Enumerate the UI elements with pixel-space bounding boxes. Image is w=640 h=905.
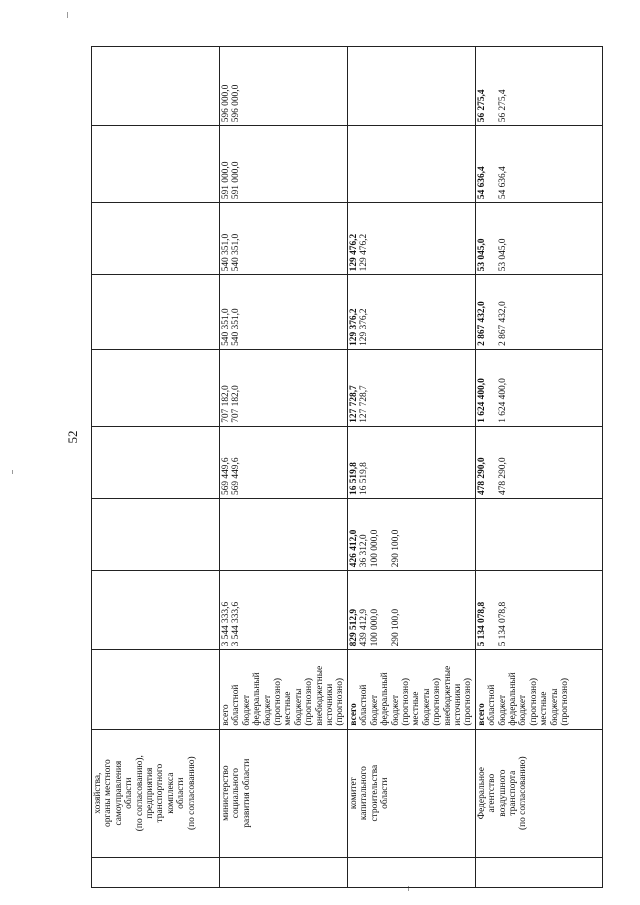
- value-line: [242, 502, 252, 567]
- value-line: [508, 353, 518, 423]
- value-line: [380, 574, 390, 646]
- value-cell: [220, 47, 348, 126]
- value-line: [370, 430, 380, 495]
- value-line: [252, 574, 262, 646]
- value-line: 56 275,4: [497, 89, 508, 123]
- value-line: 707 182,0: [231, 385, 242, 423]
- value-line: [508, 129, 518, 199]
- value-cell: [92, 47, 220, 126]
- value-line: [370, 50, 380, 122]
- value-line: 100 000,0: [369, 608, 380, 647]
- value-line: [263, 574, 273, 646]
- value-line: 439 412,9: [359, 608, 370, 647]
- value-line: [487, 129, 497, 199]
- value-line: 596 000,0: [231, 84, 242, 123]
- value-line: [252, 50, 262, 122]
- value-cell: [347, 203, 475, 275]
- value-line: [391, 430, 401, 495]
- funding-source-label: всего: [348, 703, 359, 726]
- value-cell: [475, 203, 602, 275]
- funding-source-label: федеральный бюджет (прогнозно): [252, 672, 284, 726]
- value-cell: [347, 349, 475, 426]
- value-cell: [92, 426, 220, 498]
- value-line: [380, 430, 390, 495]
- value-line: 129 476,2: [359, 233, 370, 272]
- value-line: 596 000,0: [221, 84, 231, 123]
- value-line: [252, 502, 262, 567]
- value-line: 290 100,0: [390, 608, 401, 647]
- value-line: [242, 50, 252, 122]
- value-line: [391, 278, 401, 346]
- funding-source-label: областной бюджет: [359, 684, 380, 726]
- value-line: [252, 129, 262, 199]
- value-line: 1 624 400,0: [497, 378, 508, 423]
- value-line: [487, 353, 497, 423]
- value-cell: [220, 571, 348, 650]
- value-line: 569 449,6: [221, 457, 231, 495]
- value-line: 129 376,2: [348, 308, 359, 346]
- value-line: [263, 353, 273, 423]
- table-row: [475, 47, 602, 888]
- value-line: 426 412,0: [348, 529, 359, 568]
- value-cell: [475, 47, 602, 126]
- funding-source-label: внебюджетные источники (прогнозно): [442, 665, 474, 726]
- value-line: 53 045,0: [497, 238, 508, 272]
- value-cell: [347, 498, 475, 570]
- value-cell: [475, 275, 602, 350]
- value-line: [263, 50, 273, 122]
- scan-mark-top: [67, 12, 68, 18]
- value-cell: [220, 498, 348, 570]
- value-line: [508, 502, 518, 567]
- value-line: 2 867 432,0: [476, 301, 487, 346]
- funding-source-label: местные бюджеты (прогнозно): [411, 678, 443, 726]
- value-line: 591 000,0: [221, 161, 231, 200]
- funding-source-cell: [475, 650, 602, 729]
- value-cell: [92, 203, 220, 275]
- value-line: [263, 502, 273, 567]
- value-line: [380, 50, 390, 122]
- funding-source-cell: [220, 650, 348, 729]
- value-line: 127 728,7: [359, 385, 370, 423]
- value-line: [380, 206, 390, 271]
- value-line: [221, 502, 231, 567]
- value-line: 129 476,2: [348, 233, 359, 272]
- value-line: [242, 574, 252, 646]
- scan-mark-left: [12, 470, 13, 474]
- value-line: [487, 430, 497, 495]
- value-cell: [475, 426, 602, 498]
- value-cell: [347, 126, 475, 203]
- value-line: [380, 278, 390, 346]
- value-line: 16 519,8: [359, 462, 370, 495]
- value-line: [252, 206, 262, 271]
- value-line: [242, 206, 252, 271]
- organization-cell: хозяйства, органы местного самоуправления области (по согласованию), предприятия транспортного комплекса области (по согласованию): [92, 729, 220, 857]
- value-line: 707 182,0: [221, 385, 231, 423]
- value-cell: [475, 571, 602, 650]
- value-line: [370, 206, 380, 271]
- funding-source-label: областной бюджет: [231, 684, 252, 726]
- value-line: [252, 353, 262, 423]
- value-line: [252, 430, 262, 495]
- value-line: [370, 129, 380, 199]
- row-number-cell: [475, 857, 602, 887]
- value-line: [370, 278, 380, 346]
- funding-source-label: местные бюджеты (прогнозно): [283, 678, 315, 726]
- value-line: 540 351,0: [231, 233, 242, 272]
- value-cell: [347, 47, 475, 126]
- value-line: 56 275,4: [476, 89, 487, 123]
- funding-source-label: местные бюджеты (прогнозно): [539, 678, 570, 726]
- value-line: [370, 353, 380, 423]
- value-line: 129 376,2: [359, 308, 370, 346]
- value-line: 1 624 400,0: [476, 378, 487, 423]
- row-number-cell: [92, 857, 220, 887]
- table-row: [347, 47, 475, 888]
- value-line: 127 728,7: [348, 385, 359, 423]
- value-line: [359, 129, 369, 199]
- page-number: 52: [65, 430, 80, 444]
- value-cell: [347, 571, 475, 650]
- value-cell: [347, 275, 475, 350]
- value-line: 569 449,6: [231, 457, 242, 495]
- value-line: 290 100,0: [390, 529, 401, 568]
- value-line: 54 636,4: [497, 166, 508, 200]
- table-row: [220, 47, 348, 888]
- value-cell: [220, 426, 348, 498]
- value-line: [242, 129, 252, 199]
- value-line: 540 351,0: [231, 308, 242, 346]
- funding-source-label: внебюджетные источники (прогнозно): [314, 665, 346, 726]
- value-line: 478 290,0: [476, 457, 487, 495]
- value-line: [263, 430, 273, 495]
- value-line: 5 134 078,8: [476, 601, 487, 647]
- value-line: [391, 206, 401, 271]
- value-cell: [475, 349, 602, 426]
- funding-source-cell: [347, 650, 475, 729]
- value-line: 540 351,0: [221, 233, 231, 272]
- value-line: [359, 50, 369, 122]
- value-line: [508, 278, 518, 346]
- value-line: [391, 129, 401, 199]
- value-line: 540 351,0: [221, 308, 231, 346]
- value-line: [391, 353, 401, 423]
- budget-table-grid: [91, 46, 603, 888]
- value-cell: [92, 498, 220, 570]
- funding-source-label: областной бюджет: [487, 684, 508, 726]
- value-line: [263, 278, 273, 346]
- value-line: 54 636,4: [476, 166, 487, 200]
- value-cell: [92, 126, 220, 203]
- value-line: [263, 129, 273, 199]
- value-line: [231, 502, 241, 567]
- organization-cell: комитет капитального строительства области: [347, 729, 475, 857]
- value-cell: [220, 275, 348, 350]
- value-line: 53 045,0: [476, 238, 487, 272]
- value-line: [508, 574, 518, 646]
- funding-source-label: федеральный бюджет (прогнозно): [380, 672, 411, 726]
- value-line: 2 867 432,0: [497, 301, 508, 346]
- value-cell: [220, 126, 348, 203]
- value-line: 478 290,0: [497, 457, 508, 495]
- value-line: [263, 206, 273, 271]
- value-cell: [92, 275, 220, 350]
- value-line: [498, 502, 508, 567]
- table-row: [92, 47, 220, 888]
- value-line: 829 512,9: [348, 608, 359, 647]
- row-number-cell: [347, 857, 475, 887]
- row-number-cell: [220, 857, 348, 887]
- value-line: [380, 502, 390, 567]
- value-line: [508, 206, 518, 271]
- budget-table: [91, 46, 580, 888]
- value-line: [242, 353, 252, 423]
- value-line: [349, 50, 359, 122]
- value-line: [508, 430, 518, 495]
- value-line: 3 544 333,6: [221, 601, 231, 647]
- value-line: [477, 502, 487, 567]
- value-cell: [92, 571, 220, 650]
- value-line: 16 519,8: [348, 462, 359, 495]
- funding-source-label: всего: [476, 703, 487, 726]
- funding-source-cell: [92, 650, 220, 729]
- funding-source-label: федеральный бюджет (прогнозно): [507, 672, 539, 726]
- value-line: 36 312,0: [359, 534, 370, 568]
- value-line: [487, 50, 497, 122]
- value-line: 591 000,0: [231, 161, 242, 200]
- value-cell: [220, 203, 348, 275]
- organization-cell: Федеральное агентство воздушного транспорта (по согласованию): [475, 729, 602, 857]
- value-cell: [347, 426, 475, 498]
- value-line: 3 544 333,6: [231, 601, 242, 647]
- value-cell: [220, 349, 348, 426]
- value-cell: [475, 126, 602, 203]
- value-line: [380, 353, 390, 423]
- value-line: [242, 430, 252, 495]
- value-line: [380, 129, 390, 199]
- value-line: [391, 50, 401, 122]
- value-line: [349, 129, 359, 199]
- value-line: 5 134 078,8: [497, 601, 508, 647]
- value-line: [508, 50, 518, 122]
- value-line: [487, 278, 497, 346]
- value-line: [242, 278, 252, 346]
- value-cell: [92, 349, 220, 426]
- value-line: [487, 574, 497, 646]
- organization-cell: министерство социального развития области: [220, 729, 348, 857]
- value-line: 100 000,0: [369, 529, 380, 568]
- value-line: [487, 206, 497, 271]
- value-cell: [475, 498, 602, 570]
- value-line: [487, 502, 497, 567]
- value-line: [252, 278, 262, 346]
- funding-source-label: всего: [221, 704, 231, 726]
